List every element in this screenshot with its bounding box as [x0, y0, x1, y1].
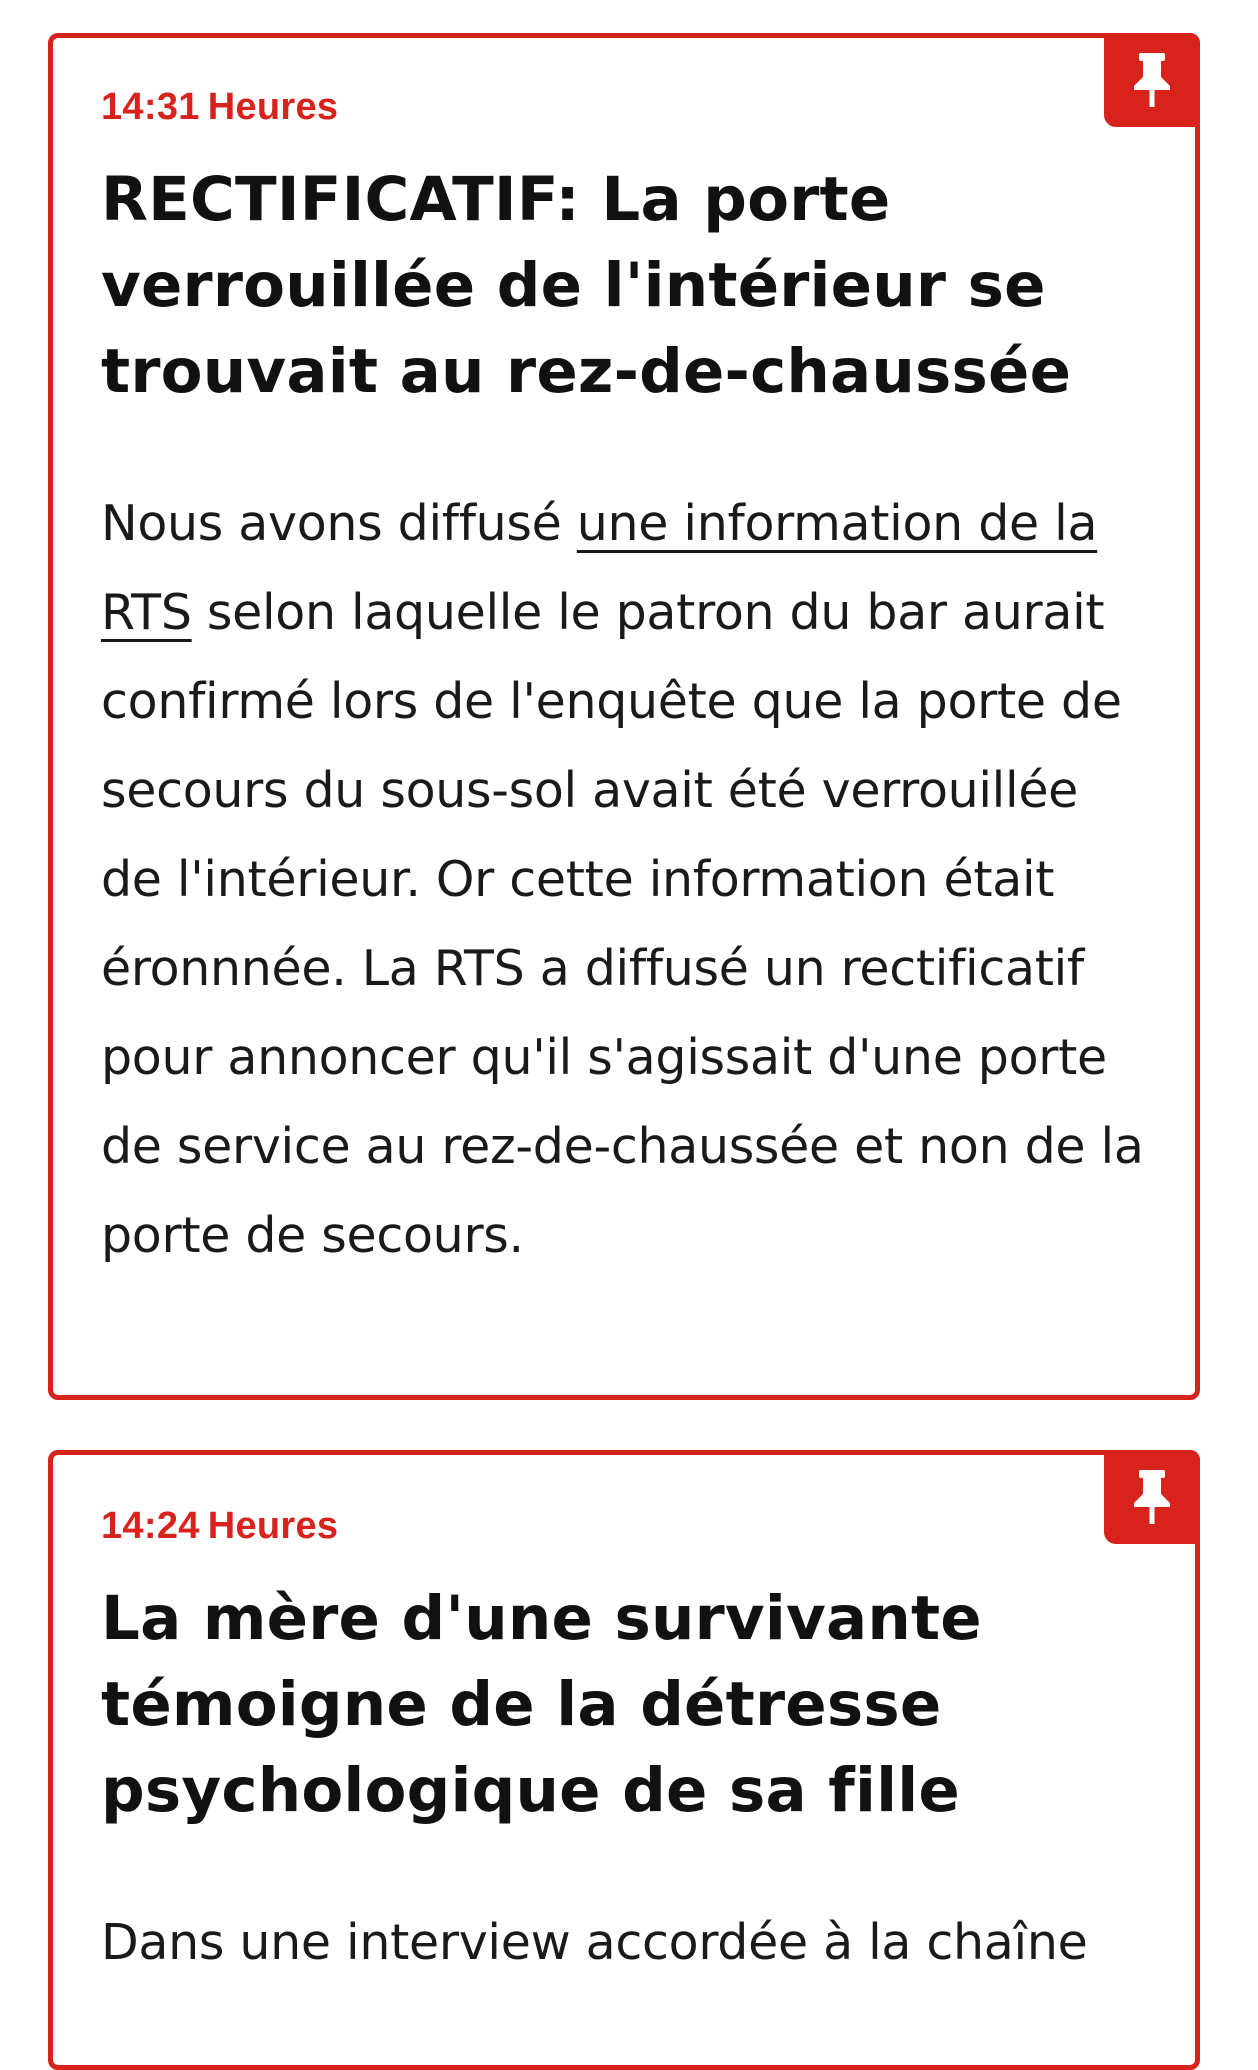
pin-icon — [1130, 1470, 1174, 1524]
post-source: Heures — [207, 86, 339, 128]
post-source: Heures — [207, 1505, 339, 1547]
post-body-text: Nous avons diffusé — [101, 495, 577, 552]
post-body: Dans une interview accordée à la chaîne — [101, 1914, 1088, 1971]
post-body-text: selon laquelle le patron du bar aurait confirmé lors de l'enquête que la porte de secours du sous-sol avait été verrouillée de l'intérieur. Or cette information était éronnnée. La RTS a diffusé un rectificatif pour annoncer qu'il s'agissait d'une porte de service au rez-de-chaussée et non de la porte de secours. — [101, 584, 1144, 1264]
post-headline: La mère d'une survivante témoigne de la détresse psychologique de sa fille — [101, 1583, 982, 1826]
post-time: 14:31 — [101, 86, 200, 128]
pin-icon — [1130, 53, 1174, 107]
post-timestamp — [101, 1505, 1147, 1548]
post-timestamp — [101, 86, 1147, 129]
live-post — [48, 1450, 1200, 2070]
post-headline: RECTIFICATIF: La porte verrouillée de l'intérieur se trouvait au rez-de-chaussée — [101, 164, 1072, 407]
post-body — [101, 479, 1147, 1280]
pinned-badge[interactable] — [1104, 1450, 1200, 1544]
post-time: 14:24 — [101, 1505, 200, 1547]
rts-info-link[interactable]: une information de la RTS — [101, 495, 1098, 641]
pinned-badge[interactable] — [1104, 33, 1200, 127]
live-post — [48, 33, 1200, 1400]
